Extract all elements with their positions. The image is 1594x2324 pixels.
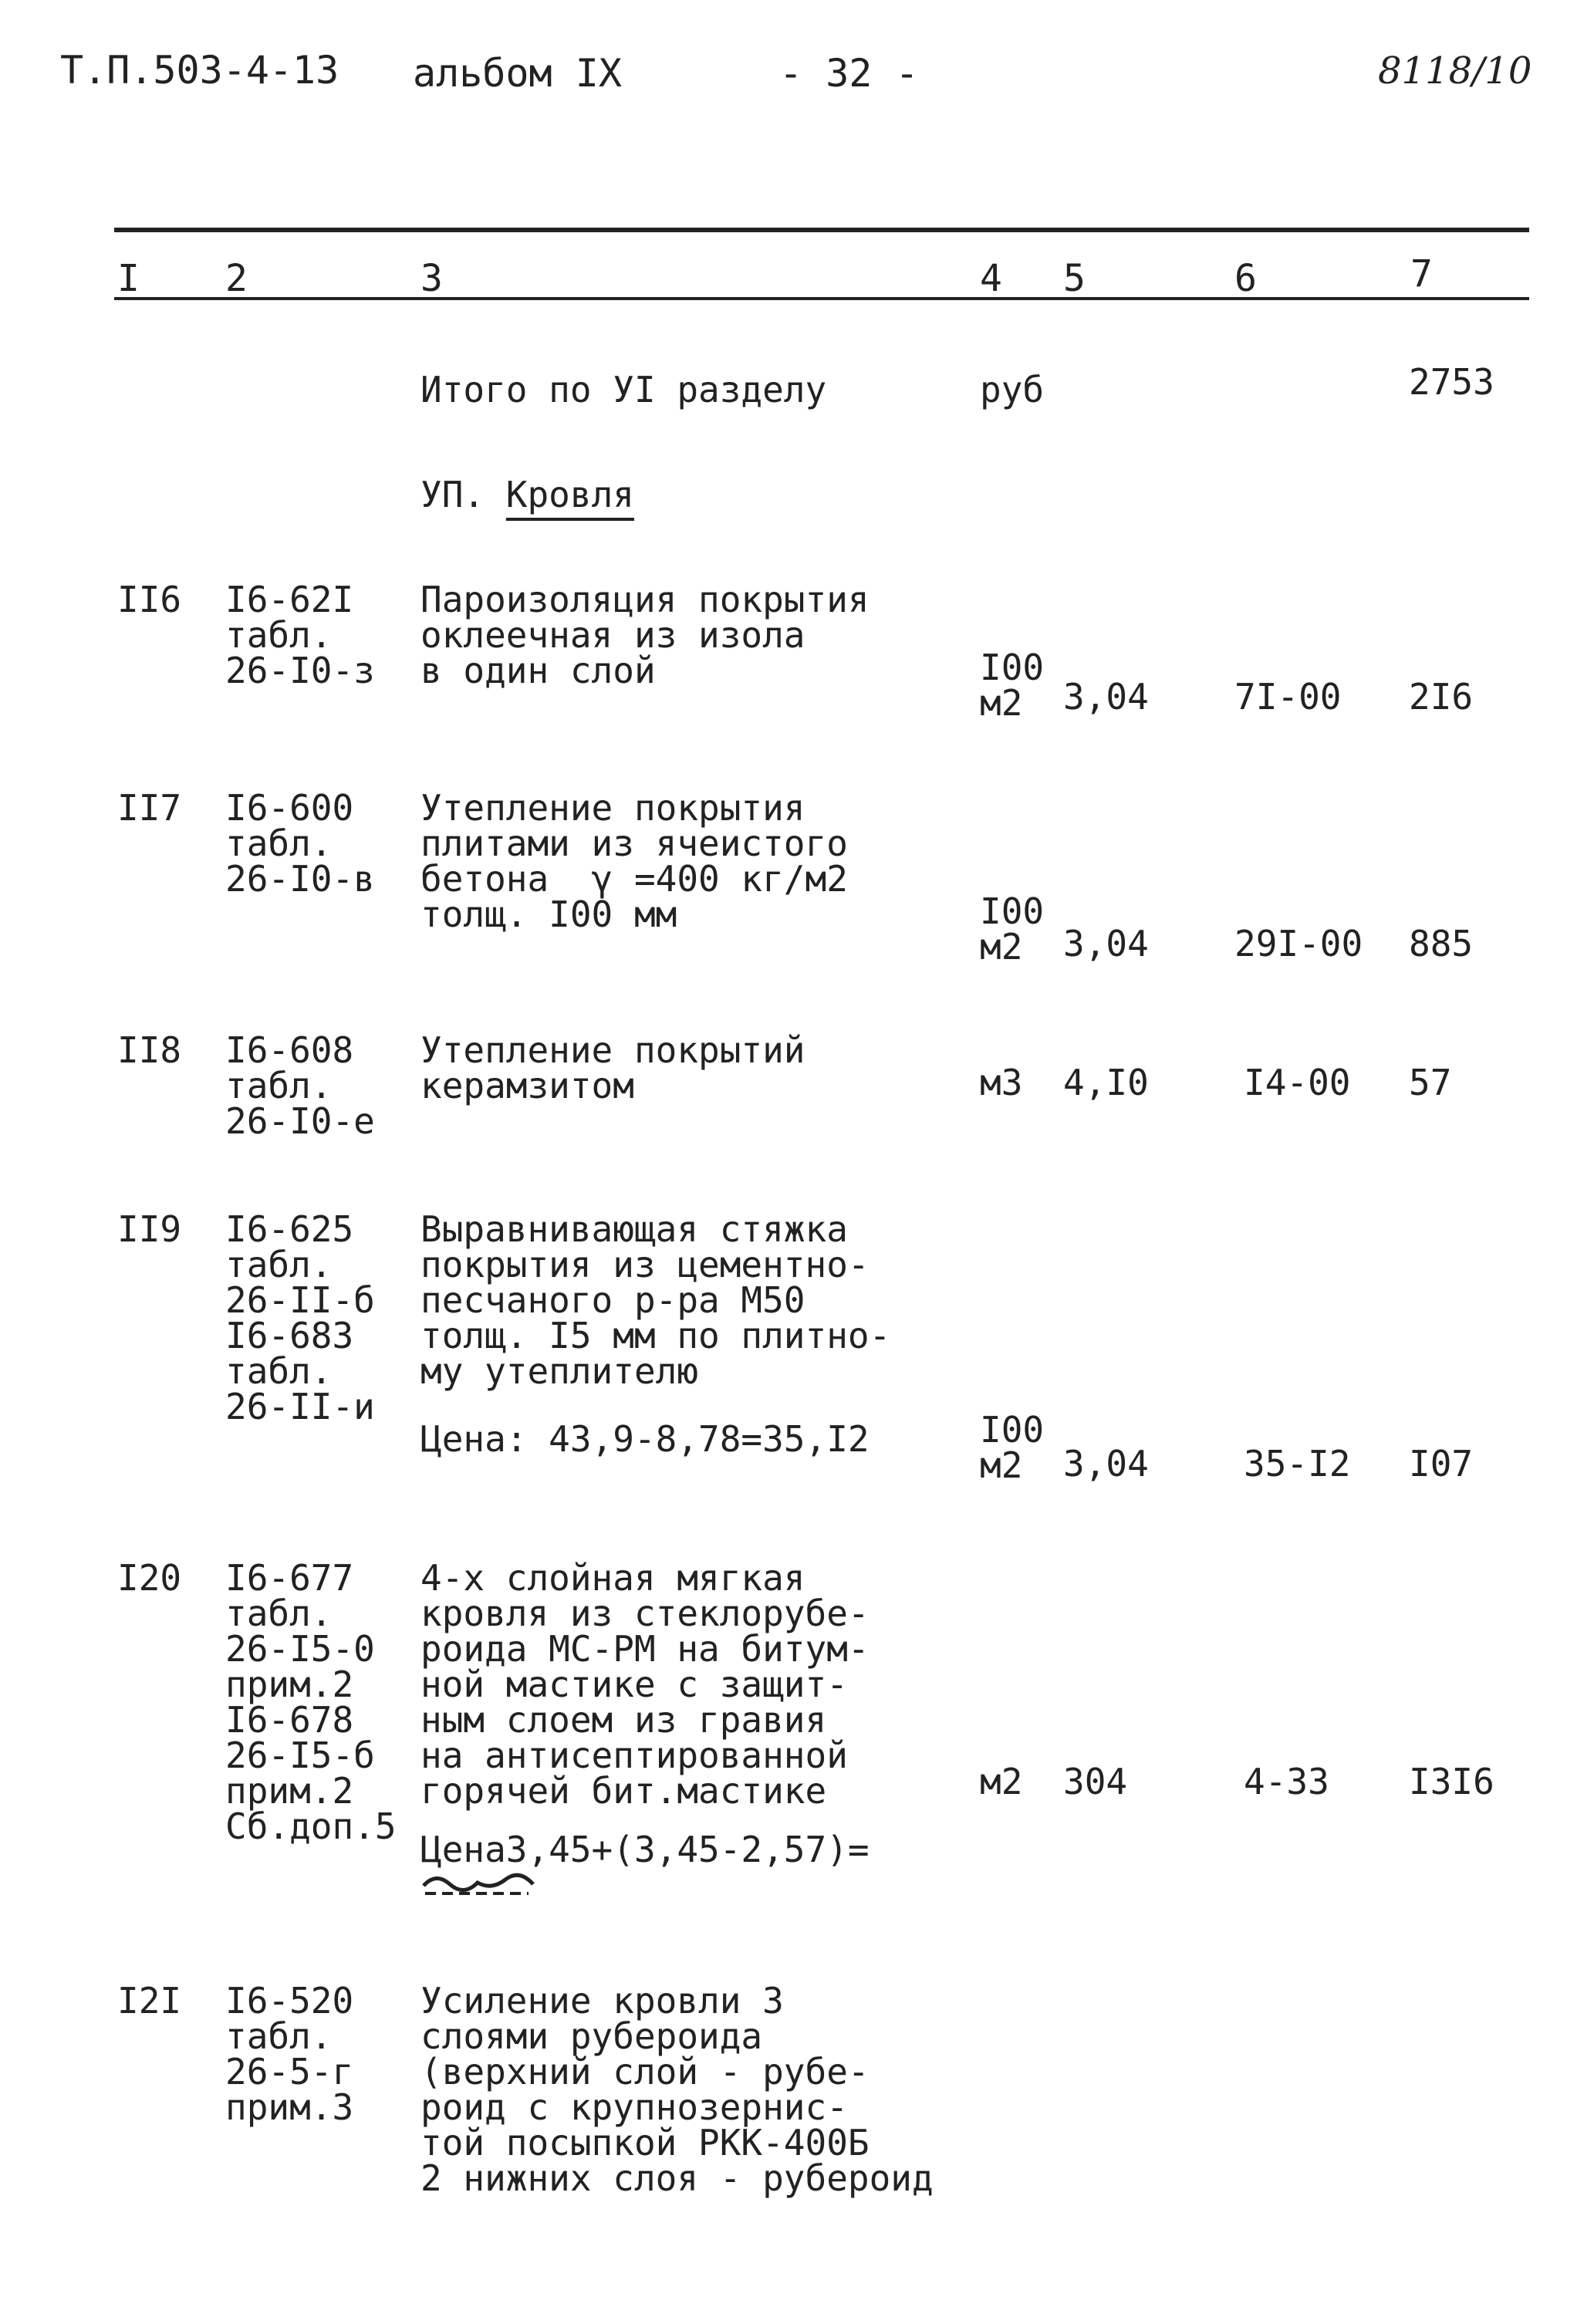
row-unit-price: I4-00 (1244, 1062, 1351, 1103)
summary-unit: руб (980, 369, 1045, 410)
row-cost: I3I6 (1409, 1761, 1494, 1802)
row-cost: 57 (1409, 1062, 1452, 1103)
row-description: Усиление кровли 3 слоями рубероида (верхний слой - рубе- роид с крупнозернис- той посыпкой РКК-400Б 2 нижних слоя - рубероид (420, 1980, 934, 2199)
row-code: I6-625 табл. 26-II-б I6-683 табл. 26-II-и (225, 1208, 375, 1427)
document-code: Т.П.503-4-13 (60, 48, 339, 93)
row-quantity: 3,04 (1063, 923, 1149, 964)
row-price-note: Цена3,45+(3,45-2,57)= (420, 1829, 870, 1870)
row-description: Утепление покрытия плитами из ячеистого бетона γ =400 кг/м2 толщ. I00 мм (420, 787, 848, 935)
table-header-rule (114, 297, 1529, 300)
row-number: II7 (117, 787, 182, 829)
row-code: I6-62I табл. 26-I0-з (225, 579, 375, 691)
summary-label: Итого по УI разделу (420, 369, 827, 410)
row-unit: I00 м2 (980, 647, 1045, 724)
column-number-7: 7 (1410, 252, 1433, 296)
row-description: Утепление покрытий керамзитом (420, 1029, 805, 1106)
row-code: I6-600 табл. 26-I0-в (225, 787, 375, 900)
column-number-1: I (117, 257, 140, 300)
page-number: - 32 - (779, 51, 919, 96)
row-number: II8 (117, 1029, 182, 1071)
row-quantity: 304 (1063, 1761, 1128, 1802)
column-number-5: 5 (1063, 257, 1086, 300)
column-number-4: 4 (980, 257, 1002, 300)
row-unit: м2 (980, 1761, 1023, 1802)
row-unit-price: 29I-00 (1234, 923, 1363, 964)
row-number: I2I (117, 1980, 182, 2022)
row-code: I6-520 табл. 26-5-г прим.3 (225, 1980, 354, 2128)
album-label: альбом IX (413, 51, 622, 96)
column-number-3: 3 (420, 257, 443, 300)
sheet-mark: 8118/10 (1378, 49, 1532, 93)
row-code: I6-608 табл. 26-I0-е (225, 1029, 375, 1142)
row-cost: 2I6 (1409, 676, 1474, 718)
row-unit-price: 7I-00 (1234, 676, 1342, 718)
row-unit: I00 м2 (980, 890, 1045, 968)
row-unit: м3 (980, 1062, 1023, 1103)
row-number: II6 (117, 579, 182, 620)
row-price-note: Цена: 43,9-8,78=35,I2 (420, 1418, 870, 1460)
row-code: I6-677 табл. 26-I5-0 прим.2 I6-678 26-I5-б прим.2 Сб.доп.5 (225, 1557, 397, 1847)
section-prefix: УП. (420, 474, 485, 515)
row-quantity: 3,04 (1063, 676, 1149, 718)
row-description: Пароизоляция покрытия оклеечная из изола в один слой (420, 579, 870, 691)
row-number: I20 (117, 1557, 182, 1599)
section-title: Кровля (505, 474, 634, 515)
row-unit: I00 м2 (980, 1409, 1045, 1486)
column-number-6: 6 (1234, 257, 1257, 300)
row-quantity: 4,I0 (1063, 1062, 1149, 1103)
row-unit-price: 4-33 (1244, 1761, 1329, 1802)
table-top-rule (114, 228, 1529, 232)
section-heading (420, 474, 634, 515)
summary-total: 2753 (1409, 361, 1494, 403)
row-quantity: 3,04 (1063, 1443, 1149, 1485)
row-description: Выравнивающая стяжка покрытия из цементно- песчаного р-ра М50 толщ. I5 мм по плитно- му утеплителю (420, 1208, 891, 1392)
row-cost: I07 (1409, 1443, 1474, 1485)
handwritten-correction (420, 1867, 536, 1898)
row-cost: 885 (1409, 923, 1474, 964)
column-number-2: 2 (225, 257, 248, 300)
row-description: 4-х слойная мягкая кровля из стеклорубе- роида МС-РМ на битум- ной мастике с защит- ным слоем из гравия на антисептированной горячей бит.мастике (420, 1557, 870, 1812)
row-unit-price: 35-I2 (1244, 1443, 1351, 1485)
row-number: II9 (117, 1208, 182, 1250)
